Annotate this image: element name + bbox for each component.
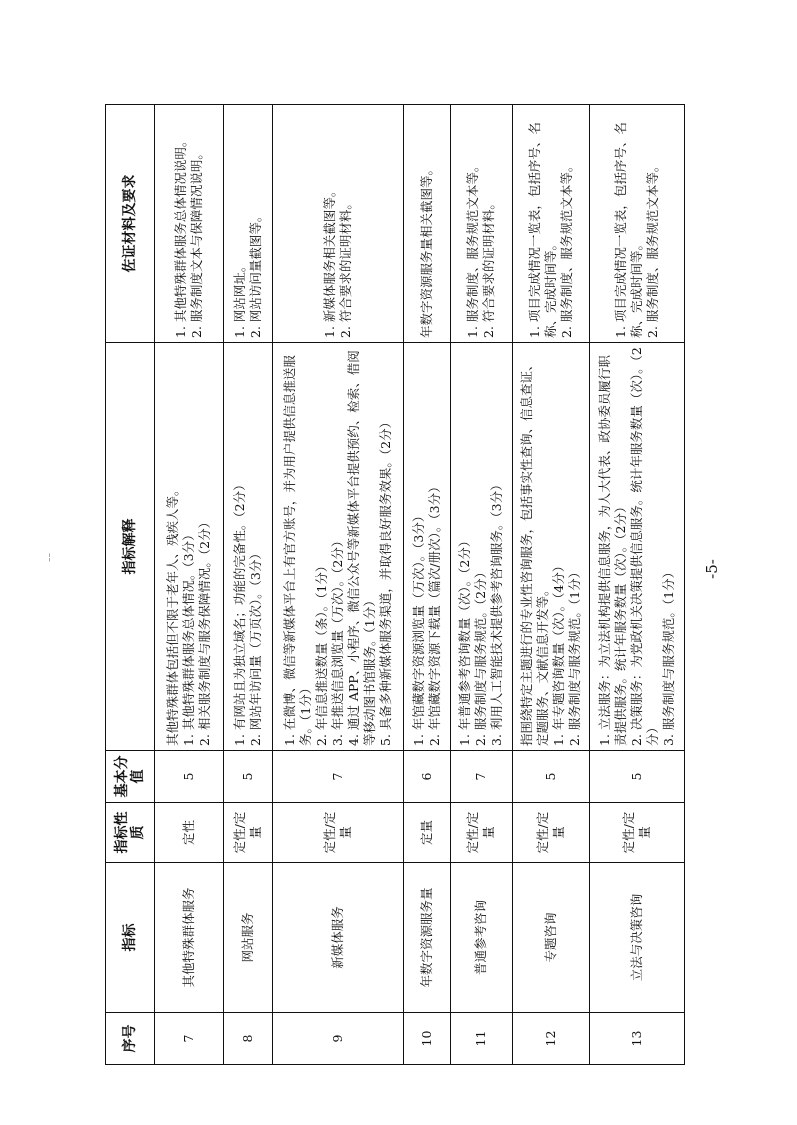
row-nature: 定性/定量 (513, 803, 590, 863)
row-score: 5 (590, 751, 685, 803)
row-evidence (155, 105, 224, 343)
row-explain (403, 343, 450, 751)
row-evidence (590, 105, 685, 343)
row-score: 5 (224, 751, 273, 803)
row-explain (590, 343, 685, 751)
explain-line: 5. 具备多种新媒体服务渠道，并取得良好服务效果。（2分） (378, 415, 394, 746)
row-seq: 12 (513, 1013, 590, 1065)
explain-line: 3. 服务制度与服务规范。（1分） (661, 565, 677, 746)
row-indicator: 其他特殊群体服务 (155, 863, 224, 1013)
explain-line: 1. 年普通参考咨询数量（次）。（2分） (457, 534, 473, 746)
evidence-line: 1. 其他特殊群体服务总体情况说明。 (173, 134, 189, 338)
table-row (450, 105, 512, 1065)
evidence-line: 1. 网站网址。 (232, 259, 248, 338)
row-seq: 13 (590, 1013, 685, 1065)
row-indicator: 网站服务 (224, 863, 273, 1013)
header-evidence: 佐证材料及要求 (106, 105, 155, 343)
explain-line: 2. 服务制度与服务规范。（2分） (473, 565, 489, 746)
row-nature: 定性/定量 (224, 803, 273, 863)
row-indicator: 年数字资源服务量 (403, 863, 450, 1013)
row-score: 7 (273, 751, 404, 803)
row-indicator: 专题咨询 (513, 863, 590, 1013)
explain-line: 3. 利用人工智能技术提供参考咨询服务。（3分） (489, 478, 505, 746)
row-evidence (224, 105, 273, 343)
explain-line: 4. 通过 APP、小程序、微信公众号等新媒体平台提供预约、检索、借阅等移动图书馆服务。（1分） (346, 350, 378, 746)
row-indicator: 立法与决策咨询 (590, 863, 685, 1013)
row-score: 5 (155, 751, 224, 803)
row-explain (450, 343, 512, 751)
row-evidence (273, 105, 404, 343)
evaluation-table (105, 104, 685, 1065)
row-seq: 8 (224, 1013, 273, 1065)
evidence-line: 2. 服务制度文本与保障情况说明。 (189, 147, 205, 338)
row-seq: 9 (273, 1013, 404, 1065)
evidence-line: 2. 服务制度、服务规范文本等。 (645, 159, 661, 338)
table-header-row (106, 105, 155, 1065)
row-score: 6 (403, 751, 450, 803)
explain-line: 1. 其他特殊群体服务总体情况。（3分） (181, 528, 197, 746)
explain-line: 2. 相关服务制度与服务保障情况。（2分） (197, 515, 213, 746)
row-indicator: 普通参考咨询 (450, 863, 512, 1013)
table-row (513, 105, 590, 1065)
explain-line: 1. 年馆藏数字资源浏览量（万次）。（3分） (410, 509, 426, 746)
explain-line: 1. 年专题咨询数量（次）。（4分） (551, 559, 567, 746)
row-seq: 7 (155, 1013, 224, 1065)
row-score: 5 (513, 751, 590, 803)
evidence-line: 1. 服务制度、服务规范文本等。 (465, 159, 481, 338)
row-explain (513, 343, 590, 751)
row-seq: 10 (403, 1013, 450, 1065)
explain-line: 1. 有网站且为独立域名；功能的完备性。（2分） (232, 478, 248, 746)
evidence-line: 年数字资源服务量相关截图等。 (418, 162, 434, 338)
row-explain (224, 343, 273, 751)
row-evidence (403, 105, 450, 343)
row-seq: 11 (450, 1013, 512, 1065)
evidence-line: 2. 服务制度、服务规范文本等。 (559, 159, 575, 338)
row-nature: 定性/定量 (590, 803, 685, 863)
explain-line: 2. 网站年访问量（万页次）。（3分） (248, 547, 264, 746)
row-nature: 定性/定量 (450, 803, 512, 863)
header-indicator: 指标 (106, 863, 155, 1013)
explain-line: 指围绕特定主题进行的专业性咨询服务，包括事实性查询、信息查证、定题服务、文献信息开发等。 (519, 358, 551, 746)
row-nature: 定性 (155, 803, 224, 863)
explain-line: 2. 年馆藏数字资源下载量（篇次/册次）。（3分） (426, 480, 442, 746)
evidence-line: 2. 符合要求的证明材料。 (338, 197, 354, 338)
row-evidence (513, 105, 590, 343)
table-row (155, 105, 224, 1065)
rotated-table-container (105, 105, 685, 1065)
evidence-line: 2. 网站访问量截图等。 (248, 209, 264, 338)
row-evidence (450, 105, 512, 343)
explain-line: 2. 决策服务：为党政机关决策提供信息服务。统计年服务数量（次）。（2分） (629, 347, 661, 746)
row-nature: 定性/定量 (273, 803, 404, 863)
row-explain (273, 343, 404, 751)
binding-mark: ¦ (48, 553, 52, 563)
explain-line: 1. 立法服务：为立法机构提供信息服务，为人大代表、政协委员履行职责提供服务。统计年服务数量（次）。（2分） (597, 355, 629, 746)
table-row (590, 105, 685, 1065)
header-seq: 序号 (106, 1013, 155, 1065)
evidence-line: 1. 项目完成情况一览表，包括序号、名称、完成时间等。 (613, 122, 645, 338)
table-row (273, 105, 404, 1065)
row-indicator: 新媒体服务 (273, 863, 404, 1013)
evidence-line: 2. 符合要求的证明材料。 (481, 197, 497, 338)
explain-line: 2. 年信息推送数量（条）。（1分） (314, 559, 330, 746)
header-nature: 指标性质 (106, 803, 155, 863)
explain-line: 3. 年推送信息浏览量（万次）。（2分） (330, 534, 346, 746)
row-nature: 定量 (403, 803, 450, 863)
row-score: 7 (450, 751, 512, 803)
row-explain (155, 343, 224, 751)
header-score: 基本分值 (106, 751, 155, 803)
explain-line: 其他特殊群体包括但不限于老年人、残疾人等。 (165, 483, 181, 746)
table-row (403, 105, 450, 1065)
evidence-line: 1. 项目完成情况一览表，包括序号、名称、完成时间等。 (527, 122, 559, 338)
explain-line: 2. 服务制度与服务规范。（1分） (567, 565, 583, 746)
page-number: -5- (703, 559, 721, 579)
evidence-line: 1. 新媒体服务相关截图等。 (322, 184, 338, 338)
table-row (224, 105, 273, 1065)
header-explain: 指标解释 (106, 343, 155, 751)
explain-line: 1. 在微博、微信等新媒体平台上有官方账号，并为用户提供信息推送服务。（1分） (282, 355, 314, 746)
